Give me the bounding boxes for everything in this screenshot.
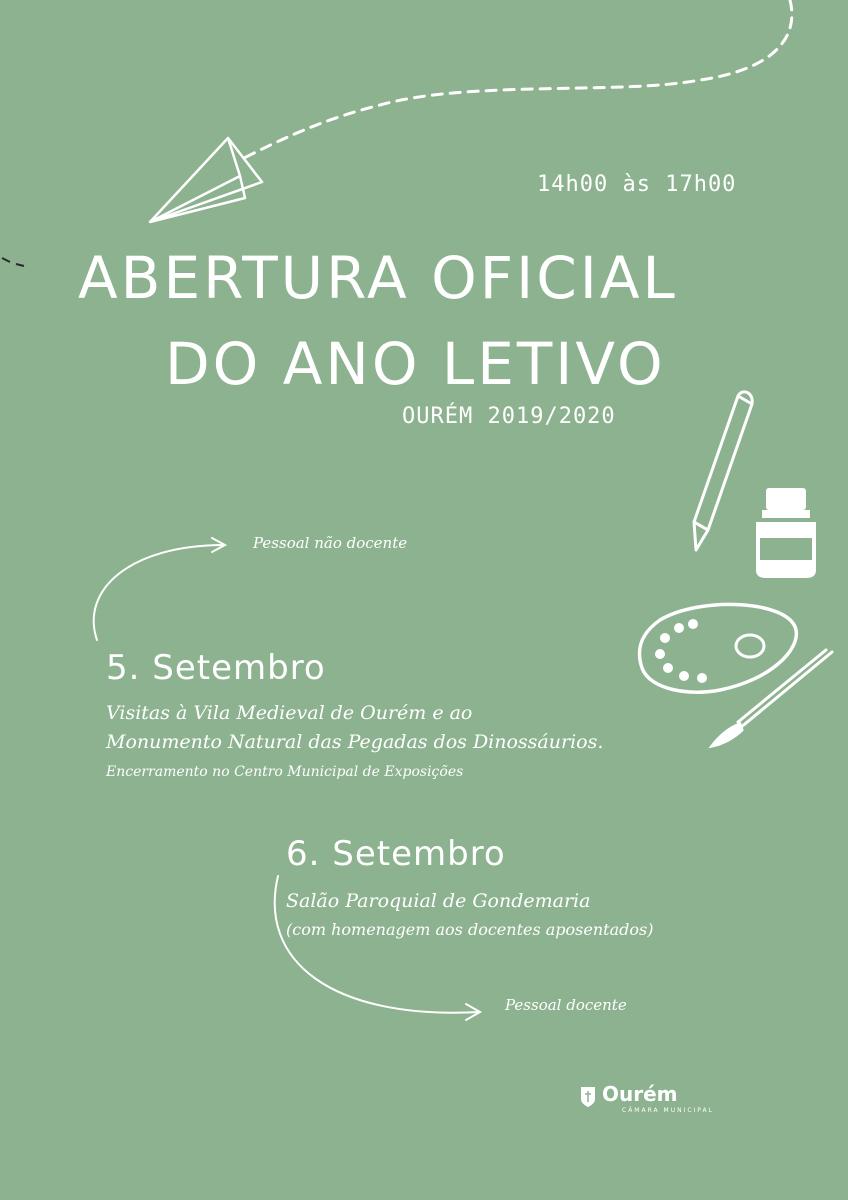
paintbrush-icon <box>712 650 832 746</box>
page-title-line2: DO ANO LETIVO <box>165 330 666 398</box>
page-title-line1: ABERTURA OFICIAL <box>78 244 678 312</box>
event1-line3: Encerramento no Centro Municipal de Exposições <box>106 764 464 780</box>
paper-plane-icon <box>150 138 262 222</box>
event1-line1: Visitas à Vila Medieval de Ourém e ao <box>106 702 473 724</box>
event1-date: 5. Setembro <box>106 648 326 688</box>
event2-line2: (com homenagem aos docentes aposentados) <box>286 920 654 939</box>
event-time: 14h00 às 17h00 <box>537 172 737 197</box>
pencil-icon <box>694 392 752 550</box>
palette-icon <box>639 604 796 692</box>
ink-bottle-icon <box>756 488 816 578</box>
subtitle: OURÉM 2019/2020 <box>402 404 616 429</box>
edge-dashes <box>2 258 24 266</box>
event1-line2: Monumento Natural das Pegadas dos Dinossáurios. <box>106 731 604 753</box>
logo-subtitle: CÂMARA MUNICIPAL <box>622 1107 714 1114</box>
dashed-path <box>240 0 792 160</box>
event2-date: 6. Setembro <box>286 834 506 874</box>
staff-non-teaching-label: Pessoal não docente <box>253 534 408 552</box>
shield-icon <box>580 1086 596 1108</box>
staff-teaching-label: Pessoal docente <box>505 996 627 1014</box>
logo-name: Ourém <box>602 1082 678 1106</box>
curved-arrow-icon <box>94 538 225 640</box>
event2-line1: Salão Paroquial de Gondemaria <box>286 890 591 912</box>
